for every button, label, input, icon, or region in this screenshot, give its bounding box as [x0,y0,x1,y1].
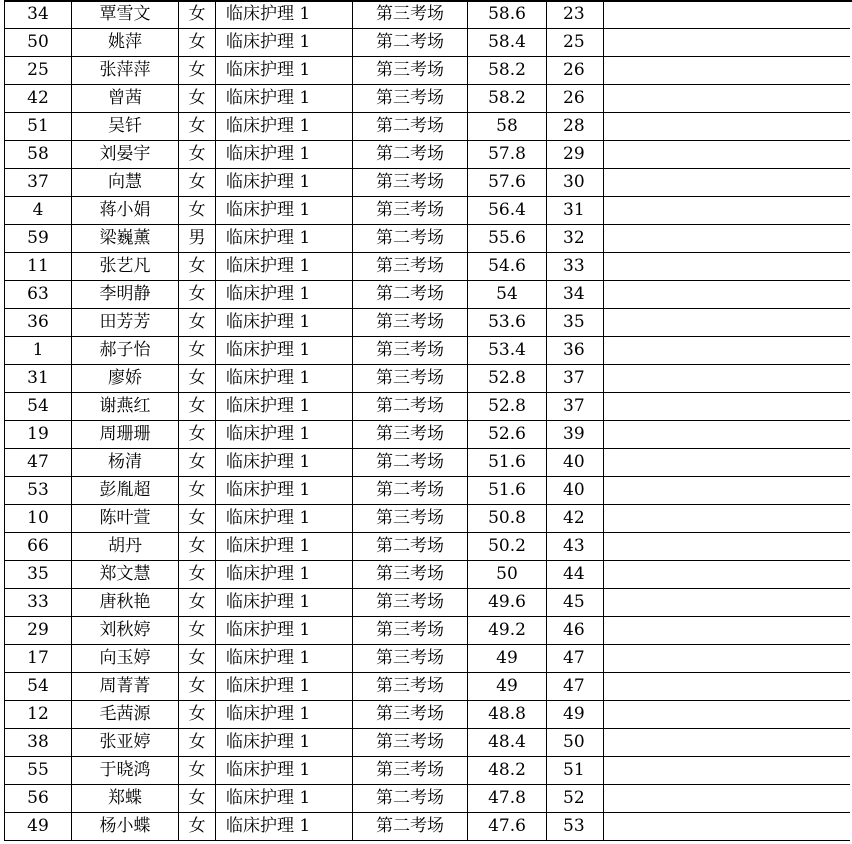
cell-seat-number: 47 [5,449,72,477]
table-row [5,701,851,729]
cell-score: 50 [468,561,547,589]
cell-major: 临床护理 1 [216,729,353,757]
cell-exam-room: 第三考场 [353,421,468,449]
cell-exam-room: 第二考场 [353,393,468,421]
cell-seat-number: 10 [5,505,72,533]
table-row [5,253,851,281]
table-row [5,617,851,645]
cell-exam-room: 第二考场 [353,141,468,169]
cell-exam-room: 第二考场 [353,449,468,477]
cell-major: 临床护理 1 [216,281,353,309]
table-row [5,449,851,477]
cell-rank: 49 [547,701,604,729]
cell-major: 临床护理 1 [216,393,353,421]
cell-score: 58.2 [468,57,547,85]
cell-seat-number: 38 [5,729,72,757]
cell-seat-number: 66 [5,533,72,561]
cell-student-name: 刘秋婷 [72,617,179,645]
cell-student-name: 谢燕红 [72,393,179,421]
cell-student-name: 唐秋艳 [72,589,179,617]
cell-seat-number: 11 [5,253,72,281]
cell-exam-room: 第三考场 [353,617,468,645]
cell-score: 58.2 [468,85,547,113]
cell-note [604,477,851,505]
table-row [5,365,851,393]
table-row [5,757,851,785]
cell-score: 48.2 [468,757,547,785]
table-row [5,477,851,505]
cell-seat-number: 51 [5,113,72,141]
cell-rank: 34 [547,281,604,309]
cell-student-name: 胡丹 [72,533,179,561]
cell-exam-room: 第三考场 [353,673,468,701]
cell-rank: 44 [547,561,604,589]
table-row [5,85,851,113]
cell-score: 58 [468,113,547,141]
cell-score: 52.8 [468,365,547,393]
cell-gender: 女 [179,533,216,561]
cell-note [604,561,851,589]
cell-gender: 女 [179,337,216,365]
cell-student-name: 张萍萍 [72,57,179,85]
cell-gender: 女 [179,673,216,701]
cell-rank: 37 [547,393,604,421]
cell-seat-number: 53 [5,477,72,505]
cell-exam-room: 第三考场 [353,85,468,113]
cell-exam-room: 第三考场 [353,253,468,281]
cell-rank: 30 [547,169,604,197]
table-row [5,29,851,57]
cell-gender: 女 [179,421,216,449]
cell-gender: 女 [179,141,216,169]
cell-major: 临床护理 1 [216,309,353,337]
table-row [5,729,851,757]
cell-major: 临床护理 1 [216,785,353,813]
cell-student-name: 曾茜 [72,85,179,113]
cell-note [604,617,851,645]
cell-rank: 31 [547,197,604,225]
cell-major: 临床护理 1 [216,533,353,561]
cell-score: 49 [468,645,547,673]
cell-rank: 47 [547,645,604,673]
table-row [5,169,851,197]
cell-score: 52.6 [468,421,547,449]
cell-rank: 47 [547,673,604,701]
cell-gender: 女 [179,253,216,281]
cell-gender: 女 [179,309,216,337]
cell-exam-room: 第二考场 [353,29,468,57]
cell-major: 临床护理 1 [216,505,353,533]
cell-student-name: 周珊珊 [72,421,179,449]
cell-major: 临床护理 1 [216,421,353,449]
cell-rank: 28 [547,113,604,141]
cell-gender: 女 [179,477,216,505]
cell-exam-room: 第三考场 [353,505,468,533]
table-row [5,785,851,813]
cell-score: 49 [468,673,547,701]
table-row [5,225,851,253]
cell-note [604,197,851,225]
cell-major: 临床护理 1 [216,365,353,393]
cell-major: 临床护理 1 [216,113,353,141]
table-row [5,645,851,673]
cell-note [604,225,851,253]
cell-student-name: 蒋小娟 [72,197,179,225]
table-row [5,113,851,141]
cell-major: 临床护理 1 [216,589,353,617]
cell-gender: 女 [179,1,216,29]
cell-rank: 51 [547,757,604,785]
cell-exam-room: 第三考场 [353,365,468,393]
table-row [5,197,851,225]
cell-note [604,1,851,29]
cell-rank: 33 [547,253,604,281]
cell-note [604,365,851,393]
cell-major: 临床护理 1 [216,253,353,281]
cell-rank: 46 [547,617,604,645]
cell-rank: 32 [547,225,604,253]
cell-seat-number: 36 [5,309,72,337]
cell-note [604,393,851,421]
cell-score: 54 [468,281,547,309]
cell-major: 临床护理 1 [216,645,353,673]
cell-student-name: 毛茜源 [72,701,179,729]
cell-note [604,673,851,701]
cell-student-name: 彭胤超 [72,477,179,505]
cell-major: 临床护理 1 [216,85,353,113]
cell-exam-room: 第二考场 [353,785,468,813]
cell-gender: 女 [179,617,216,645]
cell-seat-number: 12 [5,701,72,729]
cell-exam-room: 第三考场 [353,169,468,197]
cell-note [604,449,851,477]
cell-exam-room: 第二考场 [353,533,468,561]
cell-score: 58.6 [468,1,547,29]
cell-gender: 女 [179,561,216,589]
cell-score: 55.6 [468,225,547,253]
table-row [5,393,851,421]
table-row [5,813,851,841]
cell-score: 48.8 [468,701,547,729]
cell-note [604,645,851,673]
cell-gender: 女 [179,393,216,421]
score-table [4,0,850,841]
cell-exam-room: 第二考场 [353,813,468,841]
cell-score: 51.6 [468,449,547,477]
table-row [5,533,851,561]
cell-note [604,113,851,141]
cell-major: 临床护理 1 [216,225,353,253]
cell-major: 临床护理 1 [216,29,353,57]
cell-exam-room: 第三考场 [353,309,468,337]
cell-major: 临床护理 1 [216,169,353,197]
cell-score: 57.8 [468,141,547,169]
cell-note [604,85,851,113]
cell-gender: 女 [179,365,216,393]
cell-major: 临床护理 1 [216,701,353,729]
cell-score: 53.4 [468,337,547,365]
cell-rank: 29 [547,141,604,169]
cell-note [604,785,851,813]
cell-score: 49.2 [468,617,547,645]
cell-score: 51.6 [468,477,547,505]
cell-note [604,533,851,561]
cell-student-name: 覃雪文 [72,1,179,29]
cell-score: 50.2 [468,533,547,561]
cell-rank: 43 [547,533,604,561]
cell-seat-number: 55 [5,757,72,785]
cell-note [604,29,851,57]
cell-rank: 25 [547,29,604,57]
cell-seat-number: 59 [5,225,72,253]
cell-gender: 女 [179,281,216,309]
cell-exam-room: 第三考场 [353,645,468,673]
cell-gender: 女 [179,169,216,197]
cell-note [604,729,851,757]
cell-note [604,421,851,449]
cell-note [604,169,851,197]
cell-rank: 53 [547,813,604,841]
cell-note [604,57,851,85]
cell-gender: 女 [179,449,216,477]
cell-seat-number: 17 [5,645,72,673]
cell-seat-number: 35 [5,561,72,589]
cell-note [604,701,851,729]
cell-exam-room: 第二考场 [353,477,468,505]
cell-major: 临床护理 1 [216,477,353,505]
cell-note [604,309,851,337]
cell-note [604,337,851,365]
cell-gender: 女 [179,729,216,757]
table-row [5,673,851,701]
cell-major: 临床护理 1 [216,757,353,785]
cell-student-name: 梁巍薰 [72,225,179,253]
cell-seat-number: 19 [5,421,72,449]
cell-student-name: 郑蝶 [72,785,179,813]
cell-major: 临床护理 1 [216,617,353,645]
cell-student-name: 刘晏宇 [72,141,179,169]
cell-seat-number: 29 [5,617,72,645]
cell-note [604,281,851,309]
cell-gender: 女 [179,197,216,225]
score-table-body [5,1,851,841]
cell-rank: 40 [547,477,604,505]
cell-gender: 女 [179,813,216,841]
table-row [5,421,851,449]
cell-rank: 26 [547,85,604,113]
table-row [5,281,851,309]
cell-student-name: 郝子怡 [72,337,179,365]
cell-score: 57.6 [468,169,547,197]
cell-exam-room: 第三考场 [353,757,468,785]
cell-gender: 女 [179,701,216,729]
cell-major: 临床护理 1 [216,561,353,589]
cell-rank: 42 [547,505,604,533]
table-row [5,309,851,337]
cell-seat-number: 58 [5,141,72,169]
cell-major: 临床护理 1 [216,673,353,701]
cell-seat-number: 34 [5,1,72,29]
cell-student-name: 田芳芳 [72,309,179,337]
cell-exam-room: 第二考场 [353,281,468,309]
table-row [5,1,851,29]
cell-seat-number: 37 [5,169,72,197]
cell-gender: 女 [179,589,216,617]
cell-score: 48.4 [468,729,547,757]
cell-seat-number: 4 [5,197,72,225]
cell-exam-room: 第三考场 [353,337,468,365]
cell-exam-room: 第三考场 [353,57,468,85]
cell-note [604,589,851,617]
cell-rank: 50 [547,729,604,757]
cell-score: 58.4 [468,29,547,57]
cell-score: 56.4 [468,197,547,225]
cell-student-name: 杨清 [72,449,179,477]
cell-score: 52.8 [468,393,547,421]
cell-rank: 37 [547,365,604,393]
cell-score: 49.6 [468,589,547,617]
cell-score: 47.6 [468,813,547,841]
cell-gender: 女 [179,505,216,533]
cell-seat-number: 25 [5,57,72,85]
cell-student-name: 张亚婷 [72,729,179,757]
cell-student-name: 李明静 [72,281,179,309]
cell-rank: 52 [547,785,604,813]
cell-student-name: 于晓鸿 [72,757,179,785]
cell-note [604,757,851,785]
cell-major: 临床护理 1 [216,57,353,85]
cell-note [604,813,851,841]
cell-score: 47.8 [468,785,547,813]
table-row [5,141,851,169]
cell-seat-number: 33 [5,589,72,617]
cell-exam-room: 第三考场 [353,561,468,589]
cell-exam-room: 第三考场 [353,1,468,29]
cell-student-name: 张艺凡 [72,253,179,281]
cell-rank: 45 [547,589,604,617]
cell-score: 50.8 [468,505,547,533]
cell-rank: 23 [547,1,604,29]
cell-student-name: 吴钎 [72,113,179,141]
cell-student-name: 郑文慧 [72,561,179,589]
cell-gender: 女 [179,57,216,85]
cell-seat-number: 63 [5,281,72,309]
cell-exam-room: 第三考场 [353,729,468,757]
cell-major: 临床护理 1 [216,197,353,225]
cell-exam-room: 第二考场 [353,113,468,141]
cell-score: 53.6 [468,309,547,337]
table-row [5,337,851,365]
cell-note [604,505,851,533]
cell-seat-number: 50 [5,29,72,57]
cell-exam-room: 第三考场 [353,197,468,225]
cell-rank: 40 [547,449,604,477]
cell-seat-number: 49 [5,813,72,841]
cell-seat-number: 42 [5,85,72,113]
cell-student-name: 向玉婷 [72,645,179,673]
cell-exam-room: 第二考场 [353,225,468,253]
cell-rank: 36 [547,337,604,365]
cell-gender: 女 [179,785,216,813]
cell-gender: 女 [179,645,216,673]
cell-exam-room: 第三考场 [353,701,468,729]
cell-student-name: 廖娇 [72,365,179,393]
table-row [5,589,851,617]
cell-seat-number: 56 [5,785,72,813]
table-row [5,57,851,85]
cell-gender: 女 [179,29,216,57]
cell-student-name: 周菁菁 [72,673,179,701]
cell-gender: 男 [179,225,216,253]
cell-gender: 女 [179,113,216,141]
cell-seat-number: 1 [5,337,72,365]
cell-rank: 35 [547,309,604,337]
table-row [5,561,851,589]
cell-seat-number: 54 [5,393,72,421]
cell-major: 临床护理 1 [216,449,353,477]
cell-exam-room: 第三考场 [353,589,468,617]
cell-student-name: 陈叶萱 [72,505,179,533]
cell-major: 临床护理 1 [216,813,353,841]
cell-major: 临床护理 1 [216,141,353,169]
cell-major: 临床护理 1 [216,337,353,365]
cell-seat-number: 31 [5,365,72,393]
table-row [5,505,851,533]
cell-gender: 女 [179,85,216,113]
cell-rank: 26 [547,57,604,85]
cell-gender: 女 [179,757,216,785]
cell-note [604,253,851,281]
cell-major: 临床护理 1 [216,1,353,29]
cell-student-name: 向慧 [72,169,179,197]
cell-rank: 39 [547,421,604,449]
cell-seat-number: 54 [5,673,72,701]
cell-note [604,141,851,169]
cell-score: 54.6 [468,253,547,281]
cell-student-name: 杨小蝶 [72,813,179,841]
cell-student-name: 姚萍 [72,29,179,57]
